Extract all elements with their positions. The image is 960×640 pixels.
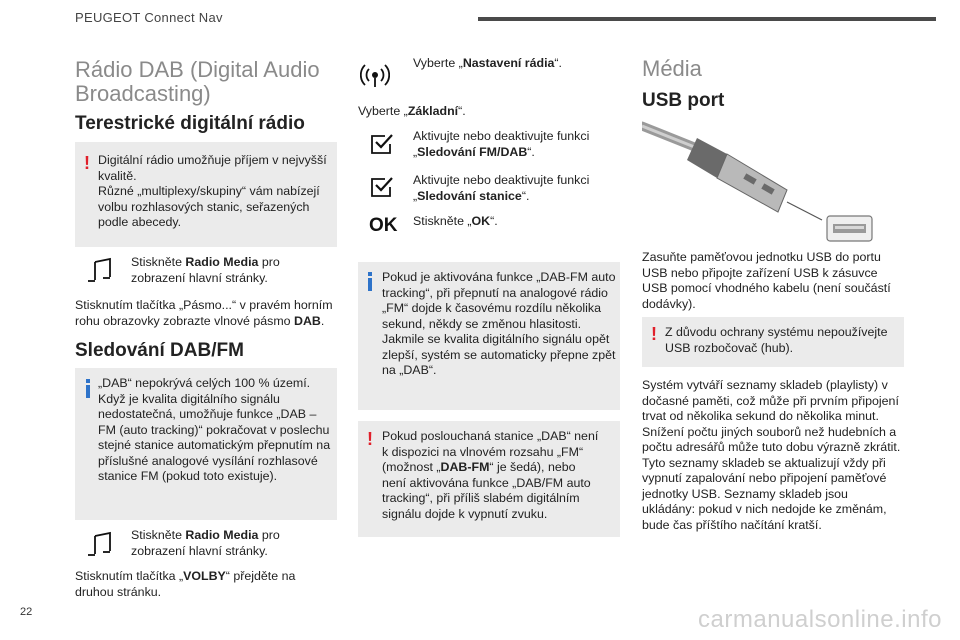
step-toggle-fm-dab: Aktivujte nebo deaktivujte funkci „Sledování FM/DAB“. [413,129,590,159]
step-radio-media-1: Stiskněte Radio Media pro zobrazení hlavní stránky. [131,255,280,285]
section-title-line2: Broadcasting) [75,81,211,106]
header-title: PEUGEOT Connect Nav [75,10,223,25]
info-text-2: Pokud je aktivována funkce „DAB-FM auto tracking“, při přepnutí na analogové rádio „FM“ dojde k časovému rozdílu několika sekund, někdy se změnou hlasitosti. Jakmile se kvalita digitálního signálu opět zlepší, systém se automaticky přepne zpět na „DAB“. [382,270,616,377]
subtitle-usb-port: USB port [642,90,725,111]
paragraph-usb-insert: Zasuňte paměťovou jednotku USB do portu USB nebo připojte zařízení USB k zásuvce USB pomocí vhodného kabelu (není součástí dodávky). [642,250,891,311]
step-radio-settings: Vyberte „Nastavení rádia“. [413,56,562,70]
ok-icon: OK [369,215,398,236]
subtitle-dab-fm: Sledování DAB/FM [75,340,244,361]
subtitle-terrestrial: Terestrické digitální rádio [75,113,305,134]
step-ok: Stiskněte „OK“. [413,214,498,228]
warning-icon: ! [651,324,657,344]
step-basic: Vyberte „Základní“. [358,104,466,118]
step-toggle-station: Aktivujte nebo deaktivujte funkci „Sledování stanice“. [413,173,590,203]
section-title-line1: Rádio DAB (Digital Audio [75,57,320,82]
music-note-icon [86,530,114,558]
warning-text-1: Digitální rádio umožňuje příjem v nejvyšší kvalitě. Různé „multiplexy/skupiny“ vám nabízejí volbu rozhlasových stanic, seřazených podle abecedy. [98,153,327,229]
watermark: carmanualsonline.info [698,606,942,633]
warning-icon: ! [367,429,373,449]
info-box-1 [75,368,337,520]
info-icon [86,385,90,398]
warning-icon: ! [84,153,90,173]
warning-box-2 [358,421,620,537]
section-title-media: Média [642,56,702,81]
warning-text-2: Pokud poslouchaná stanice „DAB“ není k dispozici na vlnovém rozsahu „FM“ (možnost „DAB-FM“ je šedá), nebo není aktivována funkce „DAB/FM auto tracking“, při příliš slabém digitálním signálu dojde k vypnutí zvuku. [382,429,599,521]
warning-box-1 [75,142,337,247]
step-radio-media-2: Stiskněte Radio Media pro zobrazení hlavní stránky. [131,528,280,558]
paragraph-band: Stisknutím tlačítka „Pásmo...“ v pravém horním rohu obrazovky zobrazte vlnové pásmo DAB. [75,298,333,328]
paragraph-options: Stisknutím tlačítka „VOLBY“ přejděte na druhou stránku. [75,569,296,599]
paragraph-playlists: Systém vytváří seznamy skladeb (playlisty) v dočasné paměti, což může při prvním připojení trvat od několika sekund do několika minut. Snížení počtu jiných souborů než hudebních a počtu adresářů může tuto dobu výrazně zkrátit. Tyto seznamy skladeb se aktualizují vždy při vypnutí zapalování nebo připojení paměťové jednotky USB. Seznamy skladeb jsou ukládány: pokud v nich nedojde ke změnám, bude čas příštího načítání kratší. [642,378,901,532]
header-bar [478,17,936,21]
checkbox-icon [370,176,394,198]
info-icon [368,278,372,291]
usb-plug-illustration [642,120,902,245]
radio-signal-icon [360,58,390,88]
warning-box-3 [642,317,904,367]
section-title-dab [75,58,320,106]
checkbox-icon [370,133,394,155]
info-text-1: „DAB“ nepokrývá celých 100 % území. Když je kvalita digitálního signálu nedostatečná, umožňuje funkce „DAB – FM (auto tracking)“ pokračovat v poslechu stejné stanice automatickým přepnutím na příslušné analogové vysílání rozhlasové stanice FM (pokud toto existuje). [98,376,331,483]
page-number: 22 [20,606,33,618]
info-box-2 [358,262,620,410]
music-note-icon [86,256,114,284]
warning-text-3: Z důvodu ochrany systému nepoužívejte USB rozbočovač (hub). [665,325,888,355]
